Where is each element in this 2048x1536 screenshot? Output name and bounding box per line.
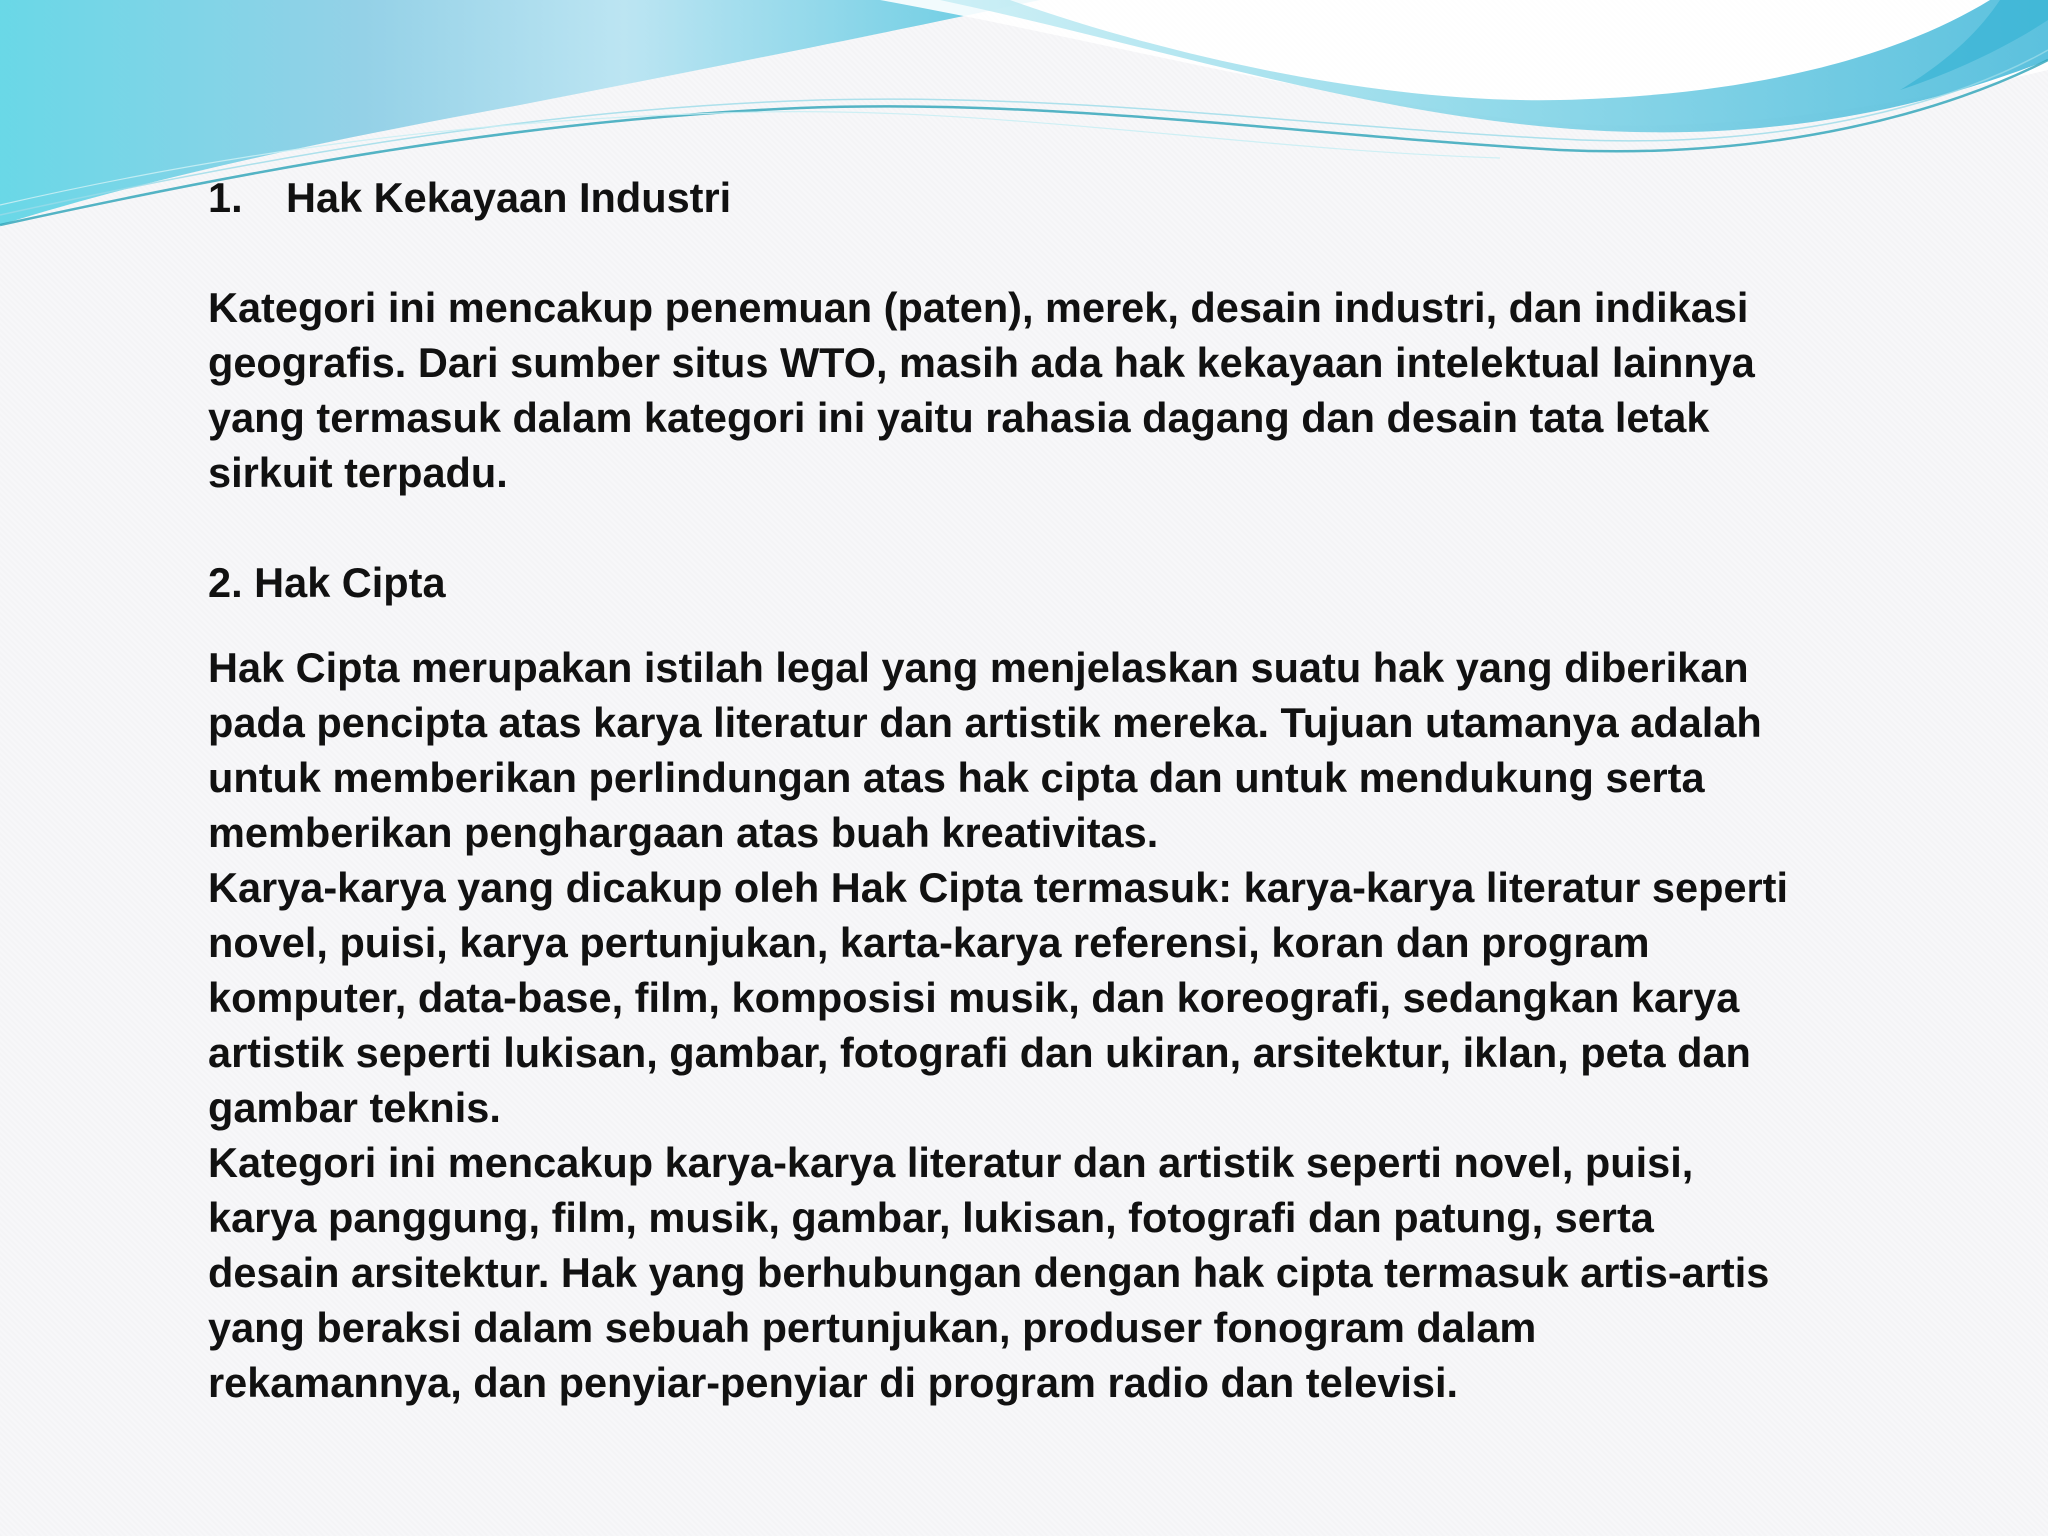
paragraph-line: desain arsitektur. Hak yang berhubungan dengan hak cipta termasuk artis-artis xyxy=(208,1249,1770,1296)
paragraph-line: komputer, data-base, film, komposisi musik, dan koreografi, sedangkan karya xyxy=(208,974,1740,1021)
section2-paragraph xyxy=(208,640,1968,1410)
paragraph-line: Hak Cipta merupakan istilah legal yang menjelaskan suatu hak yang diberikan xyxy=(208,644,1749,691)
paragraph-line: rekamannya, dan penyiar-penyiar di program radio dan televisi. xyxy=(208,1359,1459,1406)
paragraph-line: artistik seperti lukisan, gambar, fotografi dan ukiran, arsitektur, iklan, peta dan xyxy=(208,1029,1751,1076)
paragraph-line: untuk memberikan perlindungan atas hak cipta dan untuk mendukung serta xyxy=(208,754,1705,801)
section2-title: 2. Hak Cipta xyxy=(208,559,446,606)
paragraph-line: pada pencipta atas karya literatur dan artistik mereka. Tujuan utamanya adalah xyxy=(208,699,1762,746)
paragraph-line: novel, puisi, karya pertunjukan, karta-karya referensi, koran dan program xyxy=(208,919,1650,966)
section1-paragraph xyxy=(208,280,1968,500)
paragraph-line: memberikan penghargaan atas buah kreativitas. xyxy=(208,809,1159,856)
paragraph-line: yang beraksi dalam sebuah pertunjukan, produser fonogram dalam xyxy=(208,1304,1537,1351)
paragraph-line: Kategori ini mencakup karya-karya literatur dan artistik seperti novel, puisi, xyxy=(208,1139,1694,1186)
section1-heading xyxy=(208,170,1968,225)
paragraph-line: sirkuit terpadu. xyxy=(208,449,508,496)
slide-content xyxy=(208,170,1968,1410)
section1-number: 1. xyxy=(208,174,243,221)
paragraph-line: yang termasuk dalam kategori ini yaitu rahasia dagang dan desain tata letak xyxy=(208,394,1710,441)
paragraph-line: Kategori ini mencakup penemuan (paten), merek, desain industri, dan indikasi xyxy=(208,284,1749,331)
section1-title: Hak Kekayaan Industri xyxy=(286,174,732,221)
paragraph-line: gambar teknis. xyxy=(208,1084,501,1131)
paragraph-line: Karya-karya yang dicakup oleh Hak Cipta termasuk: karya-karya literatur seperti xyxy=(208,864,1789,911)
paragraph-line: geografis. Dari sumber situs WTO, masih ada hak kekayaan intelektual lainnya xyxy=(208,339,1755,386)
paragraph-line: karya panggung, film, musik, gambar, lukisan, fotografi dan patung, serta xyxy=(208,1194,1654,1241)
